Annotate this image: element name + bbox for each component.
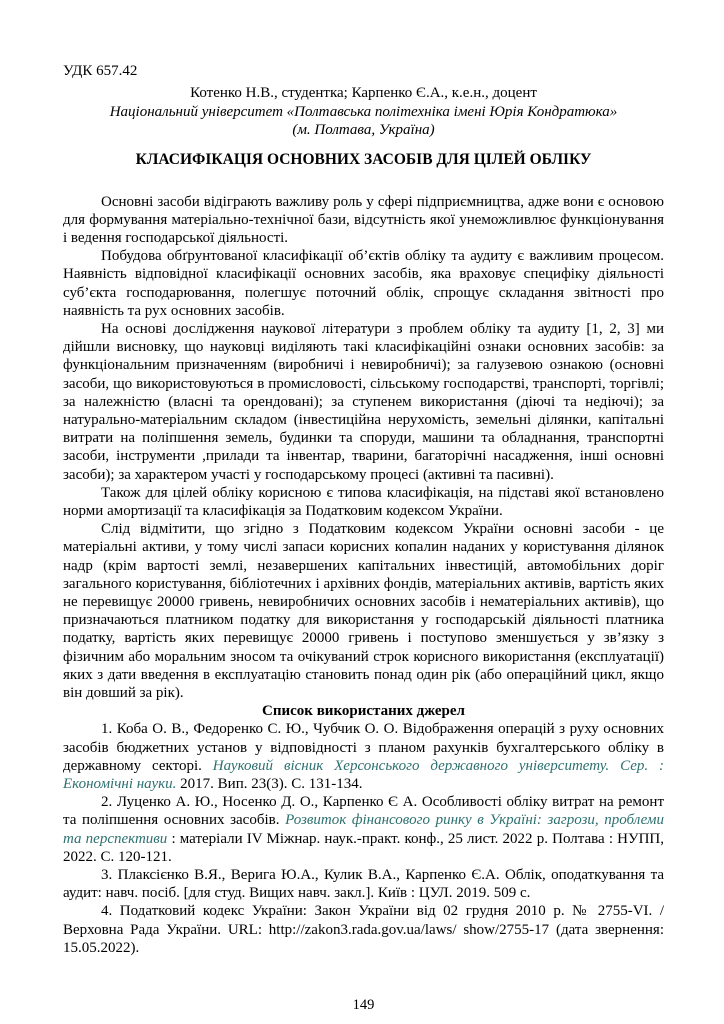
journal-title: Науковий вісник Херсонського державного університету. Сер. : Економічні науки. — [63, 757, 664, 792]
location-line: (м. Полтава, Україна) — [292, 122, 435, 138]
article-title: КЛАСИФІКАЦІЯ ОСНОВНИХ ЗАСОБІВ ДЛЯ ЦІЛЕЙ ОБЛІКУ — [135, 150, 592, 168]
reference-text: 1. Коба О. В., Федоренко С. Ю., Чубчик О. О. Відображення операцій з руху основних засобів бюджетних установ у відповідності з планом рахунків бухгалтерського обліку в державному секторі. — [63, 721, 664, 774]
journal-title: Розвиток фінансового ринку в Україні: загрози, проблеми та перспективи — [63, 812, 664, 847]
references-heading: Список використаних джерел — [262, 703, 465, 720]
page-number: 149 — [352, 997, 375, 1014]
udc-code: УДК 657.42 — [63, 63, 138, 79]
reference-item-4 — [63, 902, 664, 957]
paragraph-typical-classification: Також для цілей обліку корисною є типова класифікація, на підставі якої встановлено норми амортизації та класифікація за Податковим кодексом України. — [63, 484, 664, 519]
reference-text: 3. Плаксієнко В.Я., Верига Ю.А., Кулик В.А., Карпенко Є.А. Облік, оподаткування та аудит: навч. посіб. [для студ. Вищих навч. закл.]. Київ : ЦУЛ. 2019. 509 с. — [63, 867, 664, 902]
paragraph-intro: Основні засоби відіграють важливу роль у сфері підприємництва, адже вони є основою для формування матеріально-технічної бази, відсутність якої унеможливлює функціонування і ведення господарської діяльності. — [63, 193, 664, 246]
reference-text: 2017. Вип. 23(3). С. 131-134. — [176, 776, 363, 792]
paragraph-classification-importance: Побудова обґрунтованої класифікації об’єктів обліку та аудиту є важливим процесом. Наявність відповідної класифікації основних засобів, яка враховує специфіку діяльності суб’єкта господарювання, полегшує поточний облік, спрощує складання звітності про наявність та рух основних засобів. — [63, 248, 664, 319]
paragraph-classification-signs: На основі дослідження наукової літератури з проблем обліку та аудиту [1, 2, 3] ми дійшли висновку, що науковці виділяють такі класифікаційні ознаки основних засобів: за функціональним призначенням (виробничі і невиробничі); за галузевою ознакою (основні засоби, що використовуються в промисловості, сільському господарстві, транспорті, торгівлі; за належністю (власні та орендовані); за ступенем використання (діючі та недіючі); за натурально-матеріальним складом (інвестиційна нерухомість, земельні ділянки, капітальні витрати на поліпшення земель, будинки та споруди, машини та обладнання, транспортні засоби, інструменти ,прилади та інвентар, тварини, багаторічні насадження, інші основні засоби); за характером участі у господарському процесі (активні та пасивні). — [63, 320, 664, 483]
authors-line: Котенко Н.В., студентка; Карпенко Є.А., к.е.н., доцент — [190, 85, 537, 101]
reference-text: 4. Податковий кодекс України: Закон України від 02 грудня 2010 р. № 2755-VI. / Верховна Рада України. URL: http://zakon3.rada.gov.ua/laws/ show/2755-17 (дата звернення: 15.05.2022). — [63, 903, 664, 956]
reference-item-3 — [63, 866, 664, 902]
reference-text: 2. Луценко А. Ю., Носенко Д. О., Карпенко Є А. Особливості обліку витрат на ремонт та поліпшення основних засобів. — [63, 794, 664, 829]
institution-line: Національний університет «Полтавська політехніка імені Юрія Кондратюка» — [109, 103, 618, 120]
paragraph-tax-code-definition: Слід відмітити, що згідно з Податковим кодексом України основні засоби - це матеріальні активи, у тому числі запаси корисних копалин наданих у користування ділянок надр (крім вартості землі, незавершених капітальних інвестицій, автомобільних доріг загального користування, бібліотечних і архівних фондів, матеріальних активів, вартість яких не перевищує 20000 гривень, невиробничих основних засобів і нематеріальних активів), що призначаються платником податку для використання у господарській діяльності платника податку, вартість яких перевищує 20000 гривень і поступово зменшується у зв’язку з фізичним або моральним зносом та очікуваний строк корисного використання (експлуатації) яких з дати введення в експлуатацію становить понад один рік (або операційний цикл, якщо він довший за рік). — [63, 521, 664, 701]
reference-item-1 — [63, 720, 664, 793]
reference-item-2 — [63, 793, 664, 866]
reference-text: : матеріали IV Міжнар. наук.-практ. конф., 25 лист. 2022 р. Полтава : НУПП, 2022. С. 120-121. — [63, 830, 664, 865]
